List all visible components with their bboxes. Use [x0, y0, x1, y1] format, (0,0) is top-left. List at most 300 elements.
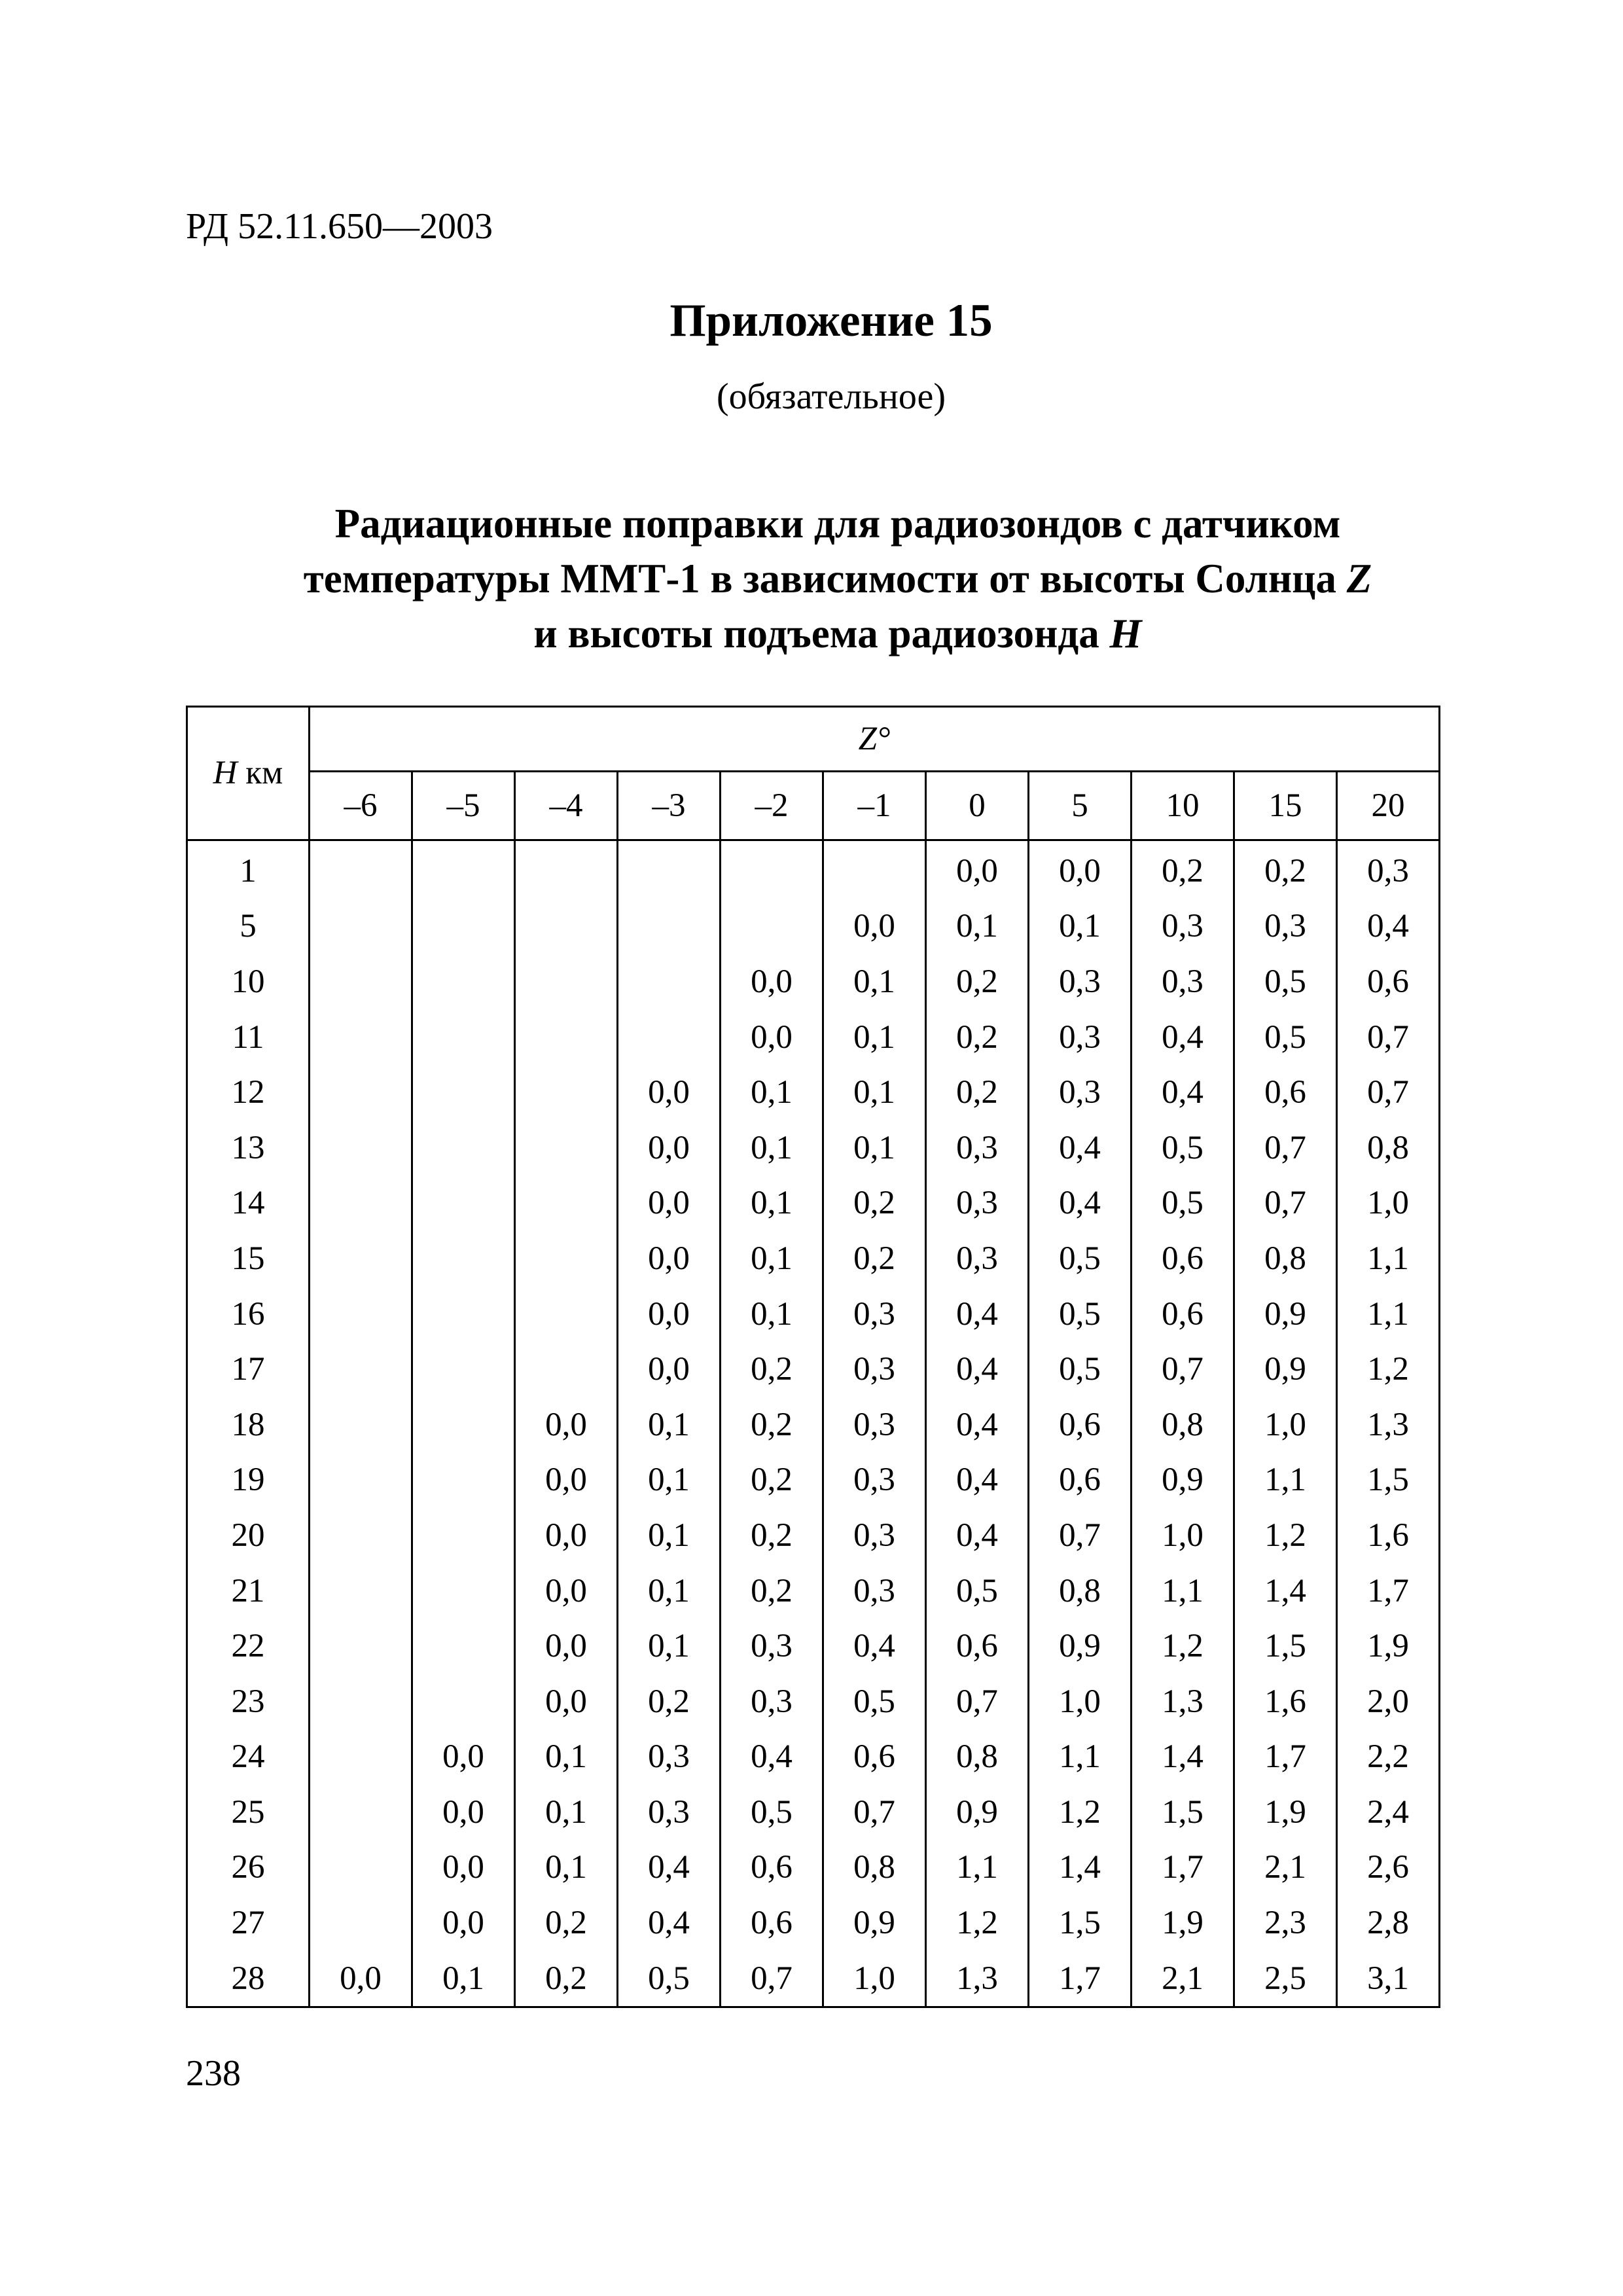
table-cell: 0,5	[1029, 1342, 1132, 1397]
table-cell	[310, 899, 412, 955]
table-cell: 0,7	[926, 1674, 1029, 1730]
table-cell: 0,1	[618, 1619, 721, 1674]
table-cell: 0,1	[823, 954, 926, 1010]
table-cell	[618, 954, 721, 1010]
table-cell: 0,0	[618, 1121, 721, 1176]
table-cell: 0,0	[618, 1231, 721, 1287]
table-cell: 0,5	[1029, 1287, 1132, 1342]
table-cell: 0,2	[721, 1342, 823, 1397]
table-cell: 0,2	[1132, 840, 1234, 899]
table-row	[187, 1342, 1440, 1397]
table-row	[187, 1176, 1440, 1232]
header-row-z	[187, 707, 1440, 772]
table-cell: 0,6	[1132, 1231, 1234, 1287]
row-height-cell: 12	[187, 1065, 310, 1121]
table-cell	[412, 1065, 515, 1121]
table-cell	[412, 1121, 515, 1176]
h-unit: км	[237, 755, 283, 791]
table-cell: 0,2	[618, 1674, 721, 1730]
table-cell: 0,3	[721, 1619, 823, 1674]
table-cell	[515, 1121, 618, 1176]
table-cell: 0,9	[1234, 1287, 1337, 1342]
table-cell	[412, 1176, 515, 1232]
table-cell	[618, 840, 721, 899]
table-cell	[310, 1785, 412, 1840]
table-cell: 1,4	[1029, 1840, 1132, 1896]
table-row	[187, 1951, 1440, 2007]
table-cell: 0,2	[721, 1453, 823, 1509]
table-cell: 1,5	[1029, 1895, 1132, 1951]
table-cell	[412, 954, 515, 1010]
table-cell: 0,4	[926, 1287, 1029, 1342]
table-cell: 2,0	[1337, 1674, 1440, 1730]
row-height-cell: 21	[187, 1564, 310, 1619]
table-cell: 1,9	[1132, 1895, 1234, 1951]
table-cell: 0,9	[1029, 1619, 1132, 1674]
table-cell	[412, 1619, 515, 1674]
table-cell: 0,0	[618, 1342, 721, 1397]
table-cell: 1,0	[1337, 1176, 1440, 1232]
table-row	[187, 840, 1440, 899]
table-cell	[310, 1287, 412, 1342]
table-cell: 0,5	[1234, 954, 1337, 1010]
ascent-height-variable: H	[1109, 611, 1142, 656]
column-header: –3	[618, 772, 721, 840]
column-header: –1	[823, 772, 926, 840]
table-cell: 0,3	[1029, 1065, 1132, 1121]
table-cell	[721, 840, 823, 899]
table-cell: 0,7	[823, 1785, 926, 1840]
table-cell: 0,1	[515, 1730, 618, 1785]
row-height-cell: 19	[187, 1453, 310, 1509]
table-cell: 0,7	[1337, 1010, 1440, 1066]
row-height-cell: 17	[187, 1342, 310, 1397]
row-height-cell: 20	[187, 1508, 310, 1564]
table-row	[187, 1619, 1440, 1674]
table-cell: 0,0	[412, 1785, 515, 1840]
table-cell: 0,3	[721, 1674, 823, 1730]
table-cell: 0,3	[823, 1342, 926, 1397]
column-header: 0	[926, 772, 1029, 840]
table-cell: 0,3	[618, 1730, 721, 1785]
table-row	[187, 1065, 1440, 1121]
table-cell	[515, 840, 618, 899]
table-cell	[515, 1176, 618, 1232]
table-cell: 0,1	[1029, 899, 1132, 955]
table-cell	[310, 1730, 412, 1785]
table-cell: 1,9	[1234, 1785, 1337, 1840]
table-cell: 0,0	[515, 1619, 618, 1674]
table-body	[187, 840, 1440, 2007]
table-cell: 1,6	[1337, 1508, 1440, 1564]
table-cell	[310, 1010, 412, 1066]
table-cell: 0,7	[1234, 1176, 1337, 1232]
table-cell	[310, 1674, 412, 1730]
table-cell: 0,2	[926, 1010, 1029, 1066]
table-cell: 0,1	[515, 1785, 618, 1840]
table-cell	[310, 840, 412, 899]
table-row	[187, 1453, 1440, 1509]
table-cell: 0,2	[721, 1397, 823, 1453]
table-cell: 0,8	[1029, 1564, 1132, 1619]
row-height-cell: 23	[187, 1674, 310, 1730]
table-cell: 0,8	[1132, 1397, 1234, 1453]
table-cell: 1,2	[926, 1895, 1029, 1951]
table-cell: 0,3	[618, 1785, 721, 1840]
table-cell: 0,7	[1234, 1121, 1337, 1176]
table-cell: 0,0	[515, 1508, 618, 1564]
table-cell	[412, 1287, 515, 1342]
table-cell: 1,7	[1234, 1730, 1337, 1785]
table-title-line-2	[157, 551, 1518, 606]
table-cell: 0,3	[1132, 899, 1234, 955]
row-height-cell: 24	[187, 1730, 310, 1785]
table-cell: 0,1	[618, 1564, 721, 1619]
table-cell: 0,1	[823, 1121, 926, 1176]
table-cell: 0,1	[618, 1508, 721, 1564]
table-cell	[515, 1287, 618, 1342]
table-row	[187, 1508, 1440, 1564]
table-cell: 1,0	[1029, 1674, 1132, 1730]
table-cell: 0,4	[1029, 1176, 1132, 1232]
table-cell: 1,7	[1337, 1564, 1440, 1619]
table-cell: 0,0	[823, 899, 926, 955]
table-cell: 0,5	[926, 1564, 1029, 1619]
table-cell: 0,6	[1029, 1397, 1132, 1453]
table-cell: 0,1	[721, 1231, 823, 1287]
table-cell: 0,3	[823, 1508, 926, 1564]
table-cell	[310, 1564, 412, 1619]
table-cell: 1,5	[1234, 1619, 1337, 1674]
table-cell: 1,0	[1132, 1508, 1234, 1564]
table-row	[187, 1397, 1440, 1453]
table-cell: 2,1	[1132, 1951, 1234, 2007]
table-cell: 0,6	[1234, 1065, 1337, 1121]
table-cell	[412, 1674, 515, 1730]
table-cell	[515, 1231, 618, 1287]
table-cell: 0,3	[1337, 840, 1440, 899]
table-cell: 0,2	[1234, 840, 1337, 899]
table-cell: 0,5	[823, 1674, 926, 1730]
table-cell: 0,4	[1337, 899, 1440, 955]
table-row	[187, 954, 1440, 1010]
table-row	[187, 1895, 1440, 1951]
table-cell: 0,3	[926, 1121, 1029, 1176]
table-cell: 0,3	[823, 1453, 926, 1509]
row-height-cell: 26	[187, 1840, 310, 1896]
table-cell: 1,6	[1234, 1674, 1337, 1730]
row-height-cell: 15	[187, 1231, 310, 1287]
table-cell: 0,7	[721, 1951, 823, 2007]
table-row	[187, 1010, 1440, 1066]
table-cell: 0,4	[721, 1730, 823, 1785]
table-cell: 0,3	[823, 1287, 926, 1342]
table-cell: 0,0	[618, 1176, 721, 1232]
appendix-status: (обязательное)	[717, 376, 946, 417]
table-cell: 0,5	[721, 1785, 823, 1840]
table-cell	[412, 1010, 515, 1066]
table-cell	[310, 1453, 412, 1509]
column-header: –2	[721, 772, 823, 840]
table-cell: 0,0	[926, 840, 1029, 899]
table-cell: 1,0	[823, 1951, 926, 2007]
table-cell: 0,5	[1234, 1010, 1337, 1066]
table-cell: 1,7	[1132, 1840, 1234, 1896]
header-row-degrees	[187, 772, 1440, 840]
table-cell: 0,3	[926, 1176, 1029, 1232]
table-cell	[721, 899, 823, 955]
row-height-cell: 11	[187, 1010, 310, 1066]
table-cell: 0,4	[618, 1840, 721, 1896]
row-height-cell: 25	[187, 1785, 310, 1840]
table-cell: 0,4	[926, 1508, 1029, 1564]
table-cell: 1,2	[1029, 1785, 1132, 1840]
table-cell	[515, 1010, 618, 1066]
row-height-cell: 22	[187, 1619, 310, 1674]
table-cell: 0,0	[618, 1287, 721, 1342]
table-cell: 2,8	[1337, 1895, 1440, 1951]
row-height-cell: 10	[187, 954, 310, 1010]
table-cell: 0,2	[515, 1895, 618, 1951]
table-cell	[412, 899, 515, 955]
table-cell: 0,2	[926, 1065, 1029, 1121]
table-cell	[310, 1231, 412, 1287]
table-row	[187, 1287, 1440, 1342]
table-cell: 0,8	[823, 1840, 926, 1896]
table-cell	[310, 1065, 412, 1121]
table-cell: 0,0	[1029, 840, 1132, 899]
column-header: 20	[1337, 772, 1440, 840]
table-cell: 0,3	[823, 1564, 926, 1619]
table-cell	[412, 1397, 515, 1453]
table-cell: 2,2	[1337, 1730, 1440, 1785]
table-cell: 1,4	[1132, 1730, 1234, 1785]
table-cell: 0,1	[823, 1065, 926, 1121]
table-cell: 0,1	[721, 1121, 823, 1176]
row-header-h-km	[187, 707, 310, 840]
table-cell: 1,3	[1132, 1674, 1234, 1730]
table-cell	[310, 1121, 412, 1176]
row-height-cell: 16	[187, 1287, 310, 1342]
table-cell: 0,4	[926, 1453, 1029, 1509]
table-row	[187, 1674, 1440, 1730]
table-cell: 0,9	[823, 1895, 926, 1951]
table-cell: 2,5	[1234, 1951, 1337, 2007]
column-header: –4	[515, 772, 618, 840]
document-code: РД 52.11.650—2003	[186, 206, 493, 247]
row-height-cell: 5	[187, 899, 310, 955]
table-cell	[412, 1231, 515, 1287]
table-cell: 0,2	[926, 954, 1029, 1010]
table-cell: 0,0	[515, 1453, 618, 1509]
table-cell: 0,4	[1029, 1121, 1132, 1176]
appendix-title: Приложение 15	[669, 295, 993, 346]
table-cell: 0,4	[926, 1397, 1029, 1453]
table-cell: 3,1	[1337, 1951, 1440, 2007]
table-cell: 0,1	[618, 1397, 721, 1453]
table-cell: 0,2	[823, 1231, 926, 1287]
table-cell: 0,3	[926, 1231, 1029, 1287]
table-cell: 1,5	[1132, 1785, 1234, 1840]
table-cell	[618, 1010, 721, 1066]
table-cell: 0,1	[618, 1453, 721, 1509]
table-cell: 0,9	[1234, 1342, 1337, 1397]
table-cell	[412, 1342, 515, 1397]
row-height-cell: 18	[187, 1397, 310, 1453]
table-row	[187, 1564, 1440, 1619]
table-cell: 0,0	[412, 1840, 515, 1896]
table-cell: 0,5	[1029, 1231, 1132, 1287]
table-cell: 0,2	[721, 1508, 823, 1564]
table-cell: 1,2	[1132, 1619, 1234, 1674]
table-cell: 1,5	[1337, 1453, 1440, 1509]
table-cell	[515, 954, 618, 1010]
column-header: –5	[412, 772, 515, 840]
table-cell: 1,7	[1029, 1951, 1132, 2007]
table-cell: 0,5	[618, 1951, 721, 2007]
radiation-corrections-table	[186, 706, 1440, 2008]
table-cell	[310, 1840, 412, 1896]
table-cell: 2,6	[1337, 1840, 1440, 1896]
table-cell: 0,1	[721, 1065, 823, 1121]
row-height-cell: 14	[187, 1176, 310, 1232]
table-cell	[412, 1564, 515, 1619]
table-cell: 1,2	[1337, 1342, 1440, 1397]
table-cell: 0,2	[721, 1564, 823, 1619]
table-cell: 0,3	[823, 1397, 926, 1453]
column-group-z-degrees: Z°	[310, 707, 1440, 772]
table-row	[187, 1231, 1440, 1287]
table-cell: 0,2	[515, 1951, 618, 2007]
table-cell: 0,7	[1132, 1342, 1234, 1397]
table-cell: 0,4	[823, 1619, 926, 1674]
table-cell: 0,4	[1132, 1010, 1234, 1066]
table-cell: 0,7	[1029, 1508, 1132, 1564]
table-cell: 1,0	[1234, 1397, 1337, 1453]
table-cell: 2,1	[1234, 1840, 1337, 1896]
table-cell: 0,6	[721, 1840, 823, 1896]
table-cell: 0,6	[721, 1895, 823, 1951]
table-cell: 1,1	[1132, 1564, 1234, 1619]
table-cell: 0,3	[1029, 1010, 1132, 1066]
table-cell: 0,4	[1132, 1065, 1234, 1121]
sun-height-variable: Z	[1346, 556, 1372, 601]
table-row	[187, 1730, 1440, 1785]
table-cell	[515, 1065, 618, 1121]
column-header: 10	[1132, 772, 1234, 840]
table-cell	[412, 1508, 515, 1564]
table-cell: 0,0	[310, 1951, 412, 2007]
table-cell: 0,6	[926, 1619, 1029, 1674]
table-title-line-1: Радиационные поправки для радиозондов с датчиком	[334, 501, 1341, 547]
table-cell: 0,0	[412, 1895, 515, 1951]
table-cell: 0,0	[721, 1010, 823, 1066]
table-cell: 1,1	[926, 1840, 1029, 1896]
table-cell: 0,8	[1337, 1121, 1440, 1176]
table-cell: 1,1	[1029, 1730, 1132, 1785]
row-height-cell: 27	[187, 1895, 310, 1951]
table-cell	[618, 899, 721, 955]
table-cell: 1,1	[1234, 1453, 1337, 1509]
table-row	[187, 1785, 1440, 1840]
table-cell: 0,6	[823, 1730, 926, 1785]
table-cell	[412, 1453, 515, 1509]
table-cell: 0,1	[823, 1010, 926, 1066]
table-cell: 0,7	[1337, 1065, 1440, 1121]
table-cell: 0,3	[1029, 954, 1132, 1010]
table-cell	[412, 840, 515, 899]
table-cell	[310, 1619, 412, 1674]
table-cell	[310, 954, 412, 1010]
table-cell: 0,6	[1132, 1287, 1234, 1342]
table-cell: 0,6	[1337, 954, 1440, 1010]
row-height-cell: 28	[187, 1951, 310, 2007]
table-row	[187, 899, 1440, 955]
h-variable: H	[213, 755, 238, 791]
table-cell	[310, 1176, 412, 1232]
table-cell: 0,0	[515, 1397, 618, 1453]
table-cell: 1,1	[1337, 1287, 1440, 1342]
table-cell	[310, 1397, 412, 1453]
row-height-cell: 1	[187, 840, 310, 899]
table-cell	[310, 1895, 412, 1951]
table-cell	[515, 899, 618, 955]
table-cell	[515, 1342, 618, 1397]
table-cell: 2,3	[1234, 1895, 1337, 1951]
table-cell: 0,0	[618, 1065, 721, 1121]
table-title	[157, 496, 1518, 661]
table-cell: 0,0	[412, 1730, 515, 1785]
table-cell	[310, 1508, 412, 1564]
table-cell	[310, 1342, 412, 1397]
table-row	[187, 1121, 1440, 1176]
table-cell: 0,1	[926, 899, 1029, 955]
table-cell: 2,4	[1337, 1785, 1440, 1840]
table-cell: 0,6	[1029, 1453, 1132, 1509]
table-cell: 0,2	[823, 1176, 926, 1232]
row-height-cell: 13	[187, 1121, 310, 1176]
table-cell: 0,4	[926, 1342, 1029, 1397]
table-cell: 1,2	[1234, 1508, 1337, 1564]
table-cell: 0,5	[1132, 1176, 1234, 1232]
table-cell: 1,1	[1337, 1231, 1440, 1287]
table-cell: 0,0	[515, 1674, 618, 1730]
table-cell: 0,9	[1132, 1453, 1234, 1509]
table-cell: 0,1	[721, 1287, 823, 1342]
table-title-line-3-text: и высоты подъема радиозонда	[533, 611, 1110, 656]
table-cell: 1,3	[1337, 1397, 1440, 1453]
table-title-line-2-text: температуры ММТ-1 в зависимости от высоты Солнца	[303, 556, 1347, 601]
table-cell: 0,1	[721, 1176, 823, 1232]
table-cell: 0,9	[926, 1785, 1029, 1840]
table-cell: 0,4	[618, 1895, 721, 1951]
table-cell: 1,9	[1337, 1619, 1440, 1674]
column-header: 15	[1234, 772, 1337, 840]
column-header: 5	[1029, 772, 1132, 840]
table-title-line-3	[157, 606, 1518, 661]
page-number: 238	[186, 2053, 241, 2094]
table-cell: 0,1	[515, 1840, 618, 1896]
table-cell: 0,8	[1234, 1231, 1337, 1287]
column-header: –6	[310, 772, 412, 840]
table-cell: 0,3	[1132, 954, 1234, 1010]
table-cell: 1,4	[1234, 1564, 1337, 1619]
table-cell: 0,0	[515, 1564, 618, 1619]
table-cell	[823, 840, 926, 899]
table-cell: 0,1	[412, 1951, 515, 2007]
table-cell: 0,0	[721, 954, 823, 1010]
table-cell: 0,3	[1234, 899, 1337, 955]
